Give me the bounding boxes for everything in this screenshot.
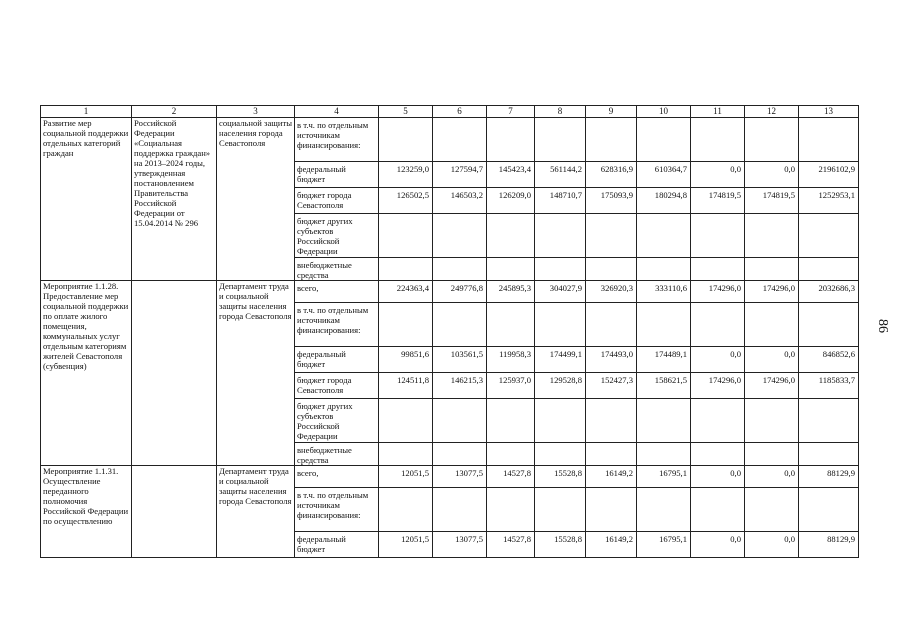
amount-cell: 174819,5 — [745, 188, 799, 214]
amount-cell: 175093,9 — [586, 188, 637, 214]
amount-cell: 15528,8 — [535, 466, 586, 488]
amount-cell: 126209,0 — [487, 188, 535, 214]
executor-cell: Департамент труда и социальной защиты населения города Севастополя — [217, 281, 295, 466]
amount-cell: 174493,0 — [586, 347, 637, 373]
amount-cell — [379, 214, 433, 258]
amount-cell — [535, 258, 586, 281]
column-header: 4 — [295, 106, 379, 118]
executor-cell: социальной защиты населения города Севастополя — [217, 118, 295, 281]
amount-cell — [691, 258, 745, 281]
amount-cell — [799, 214, 859, 258]
amount-cell — [379, 258, 433, 281]
amount-cell: 125937,0 — [487, 373, 535, 399]
amount-cell: 174296,0 — [745, 373, 799, 399]
amount-cell — [799, 399, 859, 443]
amount-cell: 126502,5 — [379, 188, 433, 214]
amount-cell — [745, 399, 799, 443]
amount-cell — [637, 303, 691, 347]
column-header: 13 — [799, 106, 859, 118]
amount-cell — [637, 443, 691, 466]
amount-cell — [691, 214, 745, 258]
amount-cell: 16795,1 — [637, 532, 691, 558]
amount-cell: 152427,3 — [586, 373, 637, 399]
amount-cell: 326920,3 — [586, 281, 637, 303]
funding-source-cell: в т.ч. по отдельным источникам финансирования: — [295, 303, 379, 347]
basis-cell — [132, 466, 217, 558]
amount-cell — [586, 258, 637, 281]
amount-cell: 119958,3 — [487, 347, 535, 373]
funding-source-cell: бюджет города Севастополя — [295, 373, 379, 399]
amount-cell — [379, 443, 433, 466]
funding-source-cell: всего, — [295, 466, 379, 488]
amount-cell: 13077,5 — [433, 466, 487, 488]
column-header: 12 — [745, 106, 799, 118]
basis-cell — [132, 281, 217, 466]
amount-cell — [637, 488, 691, 532]
amount-cell: 610364,7 — [637, 162, 691, 188]
amount-cell: 224363,4 — [379, 281, 433, 303]
amount-cell: 0,0 — [691, 347, 745, 373]
amount-cell: 145423,4 — [487, 162, 535, 188]
funding-source-cell: бюджет других субъектов Российской Федерации — [295, 214, 379, 258]
funding-source-cell: всего, — [295, 281, 379, 303]
page-number: 86 — [875, 319, 890, 333]
column-header: 9 — [586, 106, 637, 118]
amount-cell — [535, 118, 586, 162]
amount-cell — [691, 399, 745, 443]
amount-cell: 16795,1 — [637, 466, 691, 488]
executor-cell: Департамент труда и социальной защиты населения города Севастополя — [217, 466, 295, 558]
column-header: 8 — [535, 106, 586, 118]
amount-cell — [379, 399, 433, 443]
amount-cell: 628316,9 — [586, 162, 637, 188]
amount-cell: 1185833,7 — [799, 373, 859, 399]
amount-cell: 0,0 — [745, 532, 799, 558]
amount-cell: 13077,5 — [433, 532, 487, 558]
amount-cell: 0,0 — [691, 532, 745, 558]
amount-cell: 146503,2 — [433, 188, 487, 214]
funding-source-cell: федеральный бюджет — [295, 347, 379, 373]
amount-cell — [799, 303, 859, 347]
amount-cell: 174489,1 — [637, 347, 691, 373]
column-header: 1 — [41, 106, 132, 118]
column-header-row — [41, 106, 859, 118]
amount-cell — [487, 214, 535, 258]
amount-cell — [535, 399, 586, 443]
column-header: 2 — [132, 106, 217, 118]
amount-cell — [433, 303, 487, 347]
amount-cell — [745, 258, 799, 281]
funding-source-cell: бюджет города Севастополя — [295, 188, 379, 214]
amount-cell: 124511,8 — [379, 373, 433, 399]
funding-source-cell: федеральный бюджет — [295, 162, 379, 188]
basis-cell: Российской Федерации «Социальная поддержка граждан» на 2013–2024 годы, утвержденная постановлением Правительства Российской Федерации от 15.04.2014 № 296 — [132, 118, 217, 281]
amount-cell: 333110,6 — [637, 281, 691, 303]
amount-cell — [535, 214, 586, 258]
amount-cell: 14527,8 — [487, 532, 535, 558]
amount-cell — [535, 303, 586, 347]
amount-cell: 0,0 — [745, 466, 799, 488]
amount-cell — [379, 488, 433, 532]
funding-source-cell: бюджет других субъектов Российской Федерации — [295, 399, 379, 443]
amount-cell — [799, 443, 859, 466]
amount-cell — [799, 488, 859, 532]
amount-cell — [799, 258, 859, 281]
amount-cell: 16149,2 — [586, 532, 637, 558]
amount-cell: 249776,8 — [433, 281, 487, 303]
amount-cell: 129528,8 — [535, 373, 586, 399]
amount-cell: 1252953,1 — [799, 188, 859, 214]
amount-cell — [637, 214, 691, 258]
column-header: 10 — [637, 106, 691, 118]
amount-cell — [487, 118, 535, 162]
amount-cell: 561144,2 — [535, 162, 586, 188]
amount-cell: 14527,8 — [487, 466, 535, 488]
amount-cell: 16149,2 — [586, 466, 637, 488]
amount-cell: 0,0 — [745, 162, 799, 188]
table-row — [41, 466, 859, 488]
amount-cell: 88129,9 — [799, 532, 859, 558]
amount-cell — [487, 258, 535, 281]
table-row — [41, 118, 859, 162]
amount-cell: 15528,8 — [535, 532, 586, 558]
amount-cell — [745, 118, 799, 162]
amount-cell: 846852,6 — [799, 347, 859, 373]
amount-cell — [691, 118, 745, 162]
amount-cell: 174296,0 — [691, 281, 745, 303]
amount-cell — [745, 214, 799, 258]
amount-cell — [433, 443, 487, 466]
amount-cell: 148710,7 — [535, 188, 586, 214]
amount-cell — [637, 118, 691, 162]
amount-cell — [586, 443, 637, 466]
table-row — [41, 281, 859, 303]
amount-cell — [586, 214, 637, 258]
column-header: 11 — [691, 106, 745, 118]
amount-cell — [799, 118, 859, 162]
amount-cell: 2032686,3 — [799, 281, 859, 303]
amount-cell — [745, 303, 799, 347]
funding-source-cell: федеральный бюджет — [295, 532, 379, 558]
column-header: 7 — [487, 106, 535, 118]
amount-cell — [433, 258, 487, 281]
funding-source-cell: внебюджетные средства — [295, 258, 379, 281]
amount-cell — [487, 303, 535, 347]
amount-cell — [433, 214, 487, 258]
amount-cell: 304027,9 — [535, 281, 586, 303]
amount-cell: 146215,3 — [433, 373, 487, 399]
amount-cell: 103561,5 — [433, 347, 487, 373]
amount-cell: 12051,5 — [379, 532, 433, 558]
amount-cell: 158621,5 — [637, 373, 691, 399]
amount-cell — [745, 443, 799, 466]
amount-cell — [745, 488, 799, 532]
amount-cell — [691, 443, 745, 466]
amount-cell: 127594,7 — [433, 162, 487, 188]
amount-cell — [586, 488, 637, 532]
funding-source-cell: внебюджетные средства — [295, 443, 379, 466]
amount-cell: 174819,5 — [691, 188, 745, 214]
amount-cell: 174296,0 — [745, 281, 799, 303]
column-header: 5 — [379, 106, 433, 118]
amount-cell: 245895,3 — [487, 281, 535, 303]
amount-cell: 99851,6 — [379, 347, 433, 373]
column-header: 6 — [433, 106, 487, 118]
amount-cell: 174499,1 — [535, 347, 586, 373]
amount-cell — [691, 488, 745, 532]
table-body — [41, 106, 859, 558]
amount-cell — [637, 399, 691, 443]
column-header: 3 — [217, 106, 295, 118]
amount-cell: 0,0 — [691, 162, 745, 188]
amount-cell: 0,0 — [745, 347, 799, 373]
funding-source-cell: в т.ч. по отдельным источникам финансирования: — [295, 488, 379, 532]
amount-cell: 88129,9 — [799, 466, 859, 488]
amount-cell: 174296,0 — [691, 373, 745, 399]
funding-source-cell: в т.ч. по отдельным источникам финансирования: — [295, 118, 379, 162]
amount-cell — [637, 258, 691, 281]
amount-cell — [586, 303, 637, 347]
amount-cell — [586, 118, 637, 162]
activity-name-cell: Развитие мер социальной поддержки отдельных категорий граждан — [41, 118, 132, 281]
amount-cell: 123259,0 — [379, 162, 433, 188]
financing-table — [40, 105, 859, 558]
amount-cell — [433, 399, 487, 443]
amount-cell — [379, 303, 433, 347]
amount-cell — [487, 488, 535, 532]
amount-cell — [586, 399, 637, 443]
amount-cell: 0,0 — [691, 466, 745, 488]
amount-cell: 2196102,9 — [799, 162, 859, 188]
amount-cell — [433, 118, 487, 162]
amount-cell: 12051,5 — [379, 466, 433, 488]
amount-cell — [433, 488, 487, 532]
amount-cell — [535, 488, 586, 532]
amount-cell — [487, 443, 535, 466]
amount-cell — [487, 399, 535, 443]
amount-cell — [379, 118, 433, 162]
activity-name-cell: Мероприятие 1.1.31. Осуществление переданного полномочия Российской Федерации по осуществлению — [41, 466, 132, 558]
activity-name-cell: Мероприятие 1.1.28. Предоставление мер социальной поддержки по оплате жилого помещения, коммунальных услуг отдельным категориям жителей Севастополя (субвенция) — [41, 281, 132, 466]
amount-cell — [535, 443, 586, 466]
amount-cell: 180294,8 — [637, 188, 691, 214]
amount-cell — [691, 303, 745, 347]
